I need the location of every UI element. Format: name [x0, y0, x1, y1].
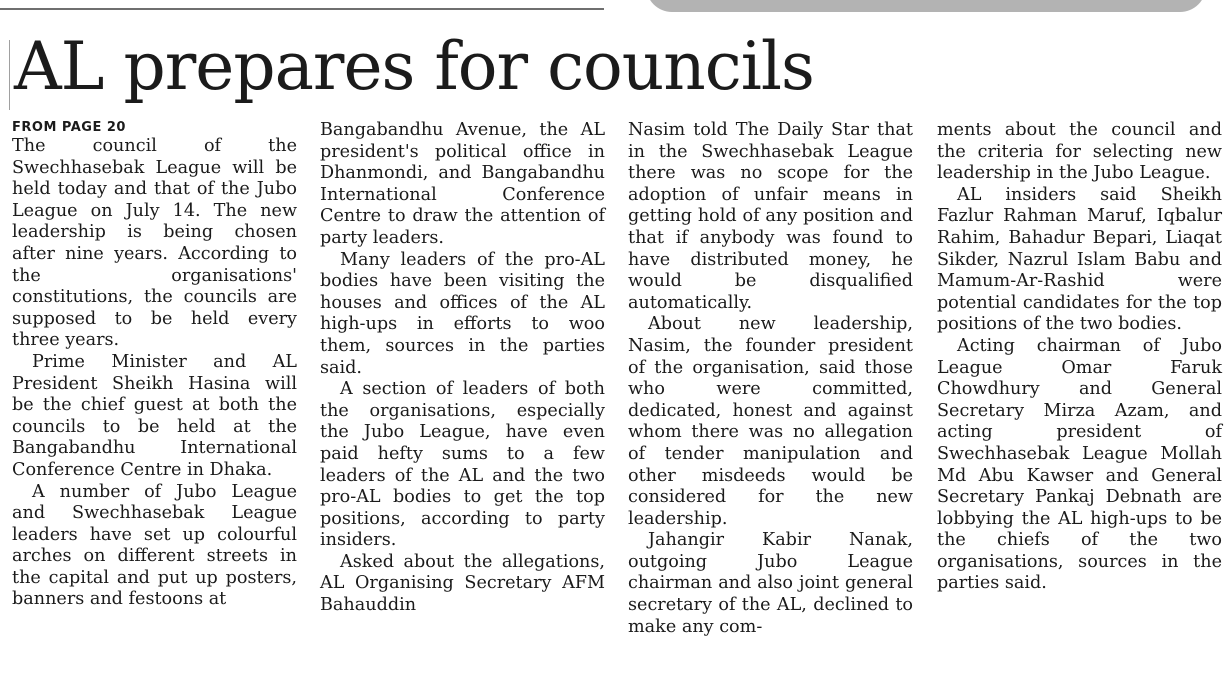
- article-column-1: [12, 120, 297, 611]
- paragraph: Jahangir Kabir Nanak, outgoing Jubo League chairman and also joint general secretary of the AL, declined to make any com-: [628, 530, 913, 637]
- paragraph: Prime Minister and AL President Sheikh Hasina will be the chief guest at both the councils to be held at the Bangabandhu International Conference Centre in Dhaka.: [12, 351, 297, 480]
- paragraph: The council of the Swechhasebak League will be held today and that of the Jubo League on July 14. The new leadership is being chosen after nine years. According to the organisations' constitutions, the councils are supposed to be held every three years.: [12, 136, 297, 351]
- paragraph: AL insiders said Sheikh Fazlur Rahman Maruf, Iqbalur Rahim, Bahadur Bepari, Liaqat Sikder, Nazrul Islam Babu and Mamum-Ar-Rashid were potential candidates for the top positions of the two bodies.: [937, 184, 1222, 335]
- paragraph: Acting chairman of Jubo League Omar Faruk Chowdhury and General Secretary Mirza Azam, and acting president of Swechhasebak League Mollah Md Abu Kawser and General Secretary Pankaj Debnath are lobbying the AL high-ups to be the chiefs of the two organisations, sources in the parties said.: [937, 335, 1222, 594]
- paragraph: ments about the council and the criteria for selecting new leadership in the Jubo League.: [937, 120, 1222, 184]
- article-column-2: [320, 120, 605, 617]
- article-column-4: [937, 120, 1222, 595]
- paragraph: Many leaders of the pro-AL bodies have been visiting the houses and offices of the AL high-ups in efforts to woo them, sources in the parties said.: [320, 249, 605, 378]
- article-column-3: [628, 120, 913, 638]
- headline-divider: [9, 40, 10, 110]
- paragraph: A section of leaders of both the organisations, especially the Jubo League, have even paid hefty sums to a few leaders of the AL and the two pro-AL bodies to get the top positions, according to party insiders.: [320, 379, 605, 551]
- paragraph: A number of Jubo League and Swechhasebak League leaders have set up colourful arches on different streets in the capital and put up posters, banners and festoons at: [12, 481, 297, 610]
- paragraph: Bangabandhu Avenue, the AL president's political office in Dhanmondi, and Bangabandhu International Conference Centre to draw the attention of party leaders.: [320, 120, 605, 248]
- headline: AL prepares for councils: [14, 28, 814, 105]
- paragraph: Nasim told The Daily Star that in the Swechhasebak League there was no scope for the adoption of unfair means in getting hold of any position and that if anybody was found to have distributed money, he would be disqualified automatically.: [628, 120, 913, 313]
- top-grey-panel: [646, 0, 1206, 12]
- paragraph: About new leadership, Nasim, the founder president of the organisation, said those who were committed, dedicated, honest and against whom there was no allegation of tender manipulation and other misdeeds would be considered for the new leadership.: [628, 314, 913, 529]
- top-rule: [0, 8, 604, 10]
- kicker-from-page: FROM PAGE 20: [12, 120, 126, 135]
- paragraph: Asked about the allegations, AL Organising Secretary AFM Bahauddin: [320, 551, 605, 616]
